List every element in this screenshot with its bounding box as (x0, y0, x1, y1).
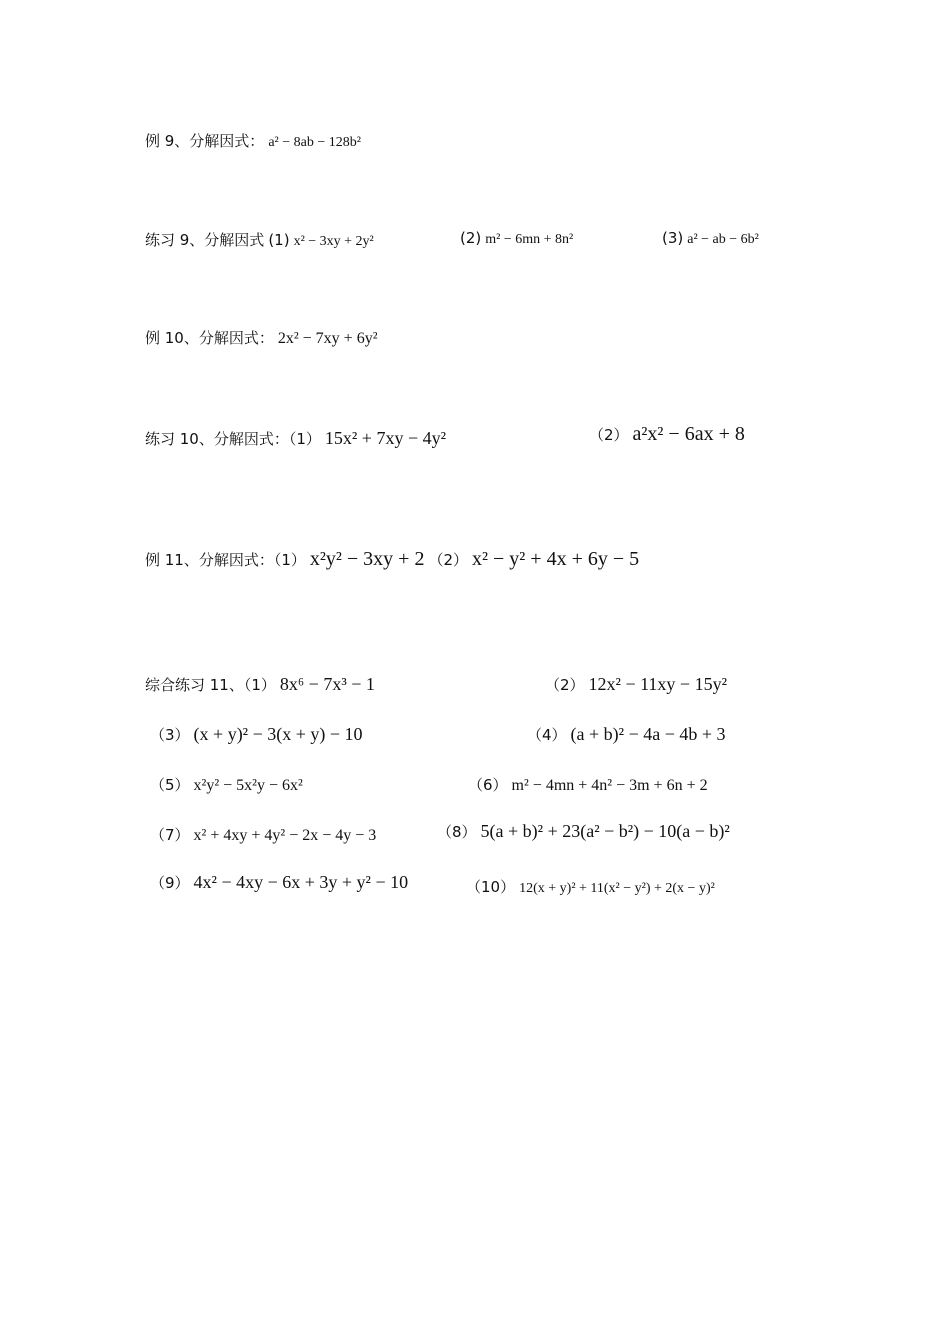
comprehensive-item-3-expression: (x + y)² − 3(x + y) − 10 (193, 724, 363, 744)
comprehensive-item-10-label: （10） (466, 878, 516, 896)
example-11-item-2-expression: x² − y² + 4x + 6y − 5 (472, 548, 640, 570)
example-11 (145, 548, 639, 571)
example-11-item-1-expression: x²y² − 3xy + 2 (309, 548, 425, 570)
practice-10-label: 练习 10、分解因式：（1） (145, 430, 321, 448)
comprehensive-item-8 (437, 821, 730, 842)
comprehensive-item-4-expression: (a + b)² − 4a − 4b + 3 (570, 724, 726, 744)
comprehensive-item-2-expression: 12x² − 11xy − 15y² (588, 674, 727, 694)
practice-9 (145, 229, 374, 250)
example-10-expression: 2x² − 7xy + 6y² (277, 330, 378, 347)
example-9 (145, 130, 361, 151)
comprehensive-item-5-label: （5） (150, 776, 190, 794)
practice-9-item-1-expression: x² − 3xy + 2y² (293, 234, 374, 249)
comprehensive-item-7 (150, 824, 376, 845)
comprehensive-item-10-expression: 12(x + y)² + 11(x² − y²) + 2(x − y)² (519, 881, 715, 896)
practice-10-item-1-expression: 15x² + 7xy − 4y² (324, 428, 447, 448)
comprehensive-item-1 (145, 674, 375, 695)
comprehensive-item-7-label: （7） (150, 826, 190, 844)
comprehensive-item-7-expression: x² + 4xy + 4y² − 2x − 4y − 3 (193, 827, 377, 844)
practice-9-item-3-expression: a² − ab − 6b² (687, 232, 759, 247)
practice-9-item-3-label: (3) (662, 229, 684, 247)
comprehensive-item-4 (527, 724, 726, 745)
example-9-label: 例 9、分解因式： (145, 132, 265, 150)
comprehensive-item-10 (466, 876, 715, 897)
example-9-expression: a² − 8ab − 128b² (268, 135, 361, 150)
practice-10-item-2-expression: a²x² − 6ax + 8 (632, 423, 745, 445)
example-11-label: 例 11、分解因式：（1） (145, 551, 306, 569)
comprehensive-item-6-label: （6） (468, 776, 508, 794)
practice-9-item-2-expression: m² − 6mn + 8n² (485, 232, 574, 247)
comprehensive-item-8-label: （8） (437, 823, 477, 841)
comprehensive-item-9 (150, 872, 408, 893)
practice-9-item-3 (662, 229, 759, 248)
example-10 (145, 327, 378, 348)
comprehensive-item-5 (150, 774, 303, 795)
practice-9-item-1-label: (1) (268, 231, 290, 249)
comprehensive-item-4-label: （4） (527, 726, 567, 744)
comprehensive-item-6 (468, 774, 708, 795)
comprehensive-item-3-label: （3） (150, 726, 190, 744)
comprehensive-item-5-expression: x²y² − 5x²y − 6x² (193, 777, 303, 794)
practice-9-item-2-label: (2) (460, 229, 482, 247)
practice-10-item-2 (589, 423, 745, 446)
comprehensive-item-1-expression: 8x⁶ − 7x³ − 1 (279, 674, 375, 694)
example-10-label: 例 10、分解因式： (145, 329, 274, 347)
practice-10-item-2-label: （2） (589, 426, 629, 444)
comprehensive-item-2 (545, 674, 727, 695)
practice-9-label: 练习 9、分解因式 (145, 231, 265, 249)
comprehensive-item-9-label: （9） (150, 874, 190, 892)
example-11-item-2-label: （2） (428, 551, 469, 569)
comprehensive-label: 综合练习 11、（1） (145, 676, 276, 694)
comprehensive-item-6-expression: m² − 4mn + 4n² − 3m + 6n + 2 (511, 777, 708, 794)
comprehensive-item-3 (150, 724, 363, 745)
comprehensive-item-2-label: （2） (545, 676, 585, 694)
practice-9-item-2 (460, 229, 573, 248)
comprehensive-item-8-expression: 5(a + b)² + 23(a² − b²) − 10(a − b)² (480, 821, 730, 841)
comprehensive-item-9-expression: 4x² − 4xy − 6x + 3y + y² − 10 (193, 872, 409, 892)
practice-10 (145, 428, 446, 449)
